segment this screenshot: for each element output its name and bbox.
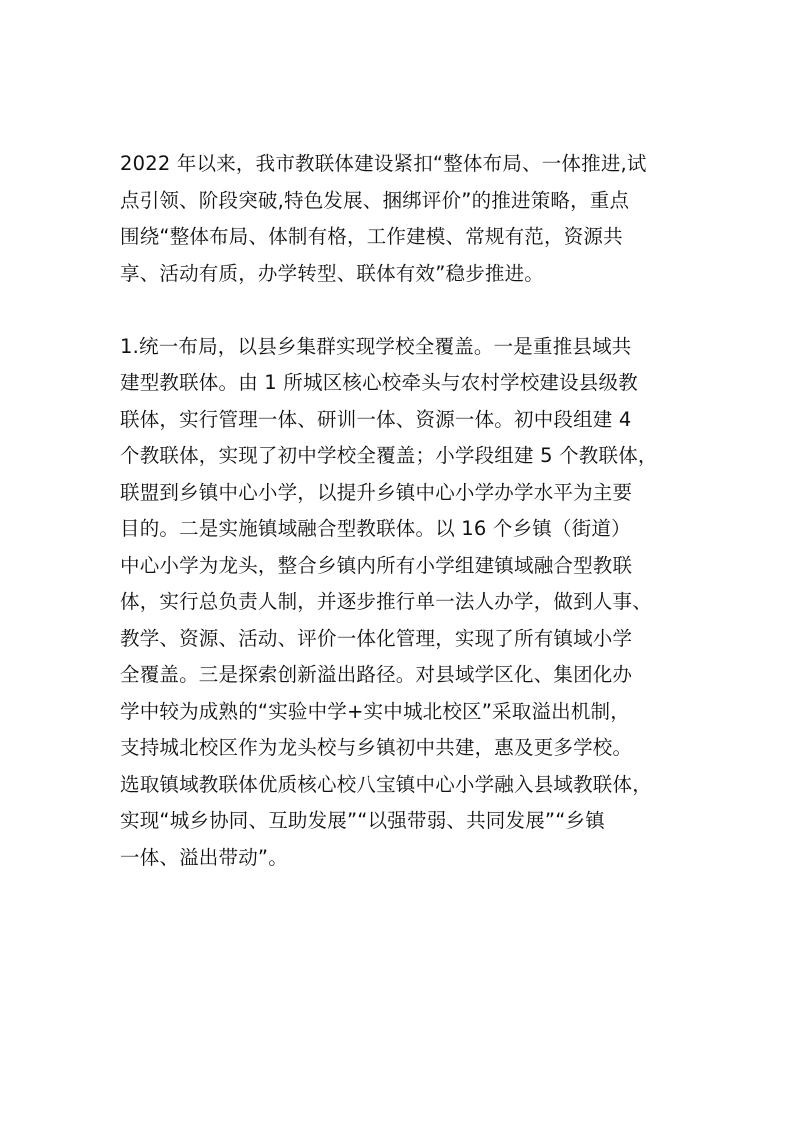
paragraph-line: 全覆盖。三是探索创新溢出路径。对县域学区化、集团化办 [120,663,633,686]
paragraph-line: 学中较为成熟的“实验中学+实中城北校区”采取溢出机制， [120,699,630,723]
paragraph-line: 体，实行总负责人制，并逐步推行单一法人办学，做到人事、 [120,590,652,613]
paragraph-line: 支持城北校区作为龙头校与乡镇初中共建，惠及更多学校。 [120,736,633,759]
paragraph-line: 目的。二是实施镇域融合型教联体。以 16 个乡镇（街道） [120,517,631,540]
paragraph-line: 联盟到乡镇中心小学，以提升乡镇中心小学办学水平为主要 [120,480,633,504]
paragraph-line: 享、活动有质，办学转型、联体有效”稳步推进。 [120,261,545,285]
paragraph-line: 个教联体，实现了初中学校全覆盖；小学段组建 5 个教联体， [120,444,658,467]
document-body [120,146,676,876]
paragraph-line: 联体，实行管理一体、研训一体、资源一体。初中段组建 4 [120,407,632,431]
paragraph-line: 围绕“整体布局、体制有格，工作建模、常规有范，资源共 [120,225,623,248]
paragraph-line: 点引领、阶段突破,特色发展、捆绑评价”的推进策略，重点 [120,188,630,212]
paragraph-spacer [120,292,676,329]
paragraph-line: 一体、溢出带动”。 [120,845,288,869]
paragraph-line: 1.统一布局，以县乡集群实现学校全覆盖。一是重推县域共 [120,334,632,358]
paragraph-line: 实现“城乡协同、互助发展”“以强带弱、共同发展”“乡镇 [120,809,605,832]
paragraph-line: 建型教联体。由 1 所城区核心校牵头与农村学校建设县级教 [120,371,638,394]
paragraph-line: 选取镇域教联体优质核心校八宝镇中心小学融入县域教联体， [120,772,652,796]
paragraph-line: 中心小学为龙头，整合乡镇内所有小学组建镇域融合型教联 [120,553,633,577]
paragraph-line: 教学、资源、活动、评价一体化管理，实现了所有镇域小学 [120,626,633,650]
paragraph-line: 2022 年以来，我市教联体建设紧扣“整体布局、一体推进,试 [120,152,647,175]
paragraph-section-1 [120,329,676,877]
paragraph-intro [120,146,676,292]
